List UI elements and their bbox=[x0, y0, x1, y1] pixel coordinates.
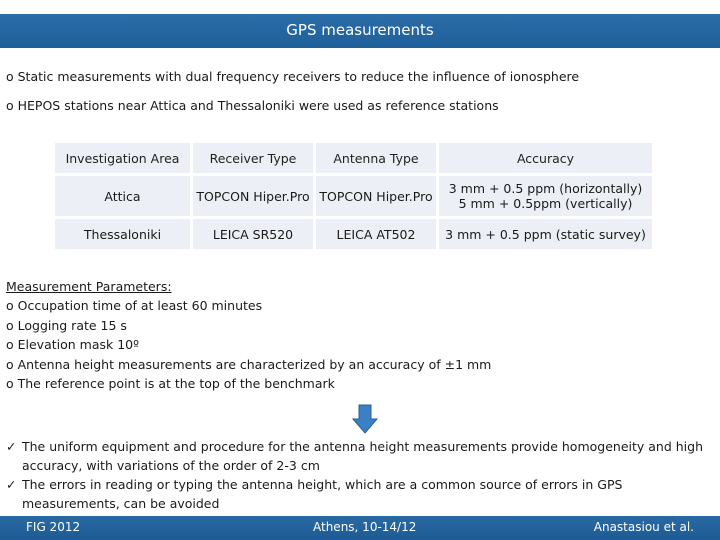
title-bar bbox=[0, 14, 720, 48]
cell-accuracy: 3 mm + 0.5 ppm (static survey) bbox=[439, 219, 652, 249]
header-receiver-type: Receiver Type bbox=[193, 143, 313, 173]
conclusion-item bbox=[6, 437, 712, 475]
check-icon: ✓ bbox=[6, 439, 17, 454]
cell-receiver: TOPCON Hiper.Pro bbox=[193, 176, 313, 216]
footer-event: FIG 2012 bbox=[26, 520, 81, 534]
parameter-item: o Antenna height measurements are characterized by an accuracy of ±1 mm bbox=[6, 356, 492, 372]
conclusion-text: The uniform equipment and procedure for the antenna height measurements provide homogeneity and high accuracy, with variations of the order of 2-3 cm bbox=[22, 439, 704, 473]
down-arrow-icon bbox=[352, 404, 378, 438]
table-row bbox=[55, 219, 652, 249]
gps-equipment-table bbox=[52, 140, 655, 252]
table-row bbox=[55, 176, 652, 216]
bullet-static-measurements: o Static measurements with dual frequency receivers to reduce the influence of ionosphere bbox=[6, 69, 580, 84]
cell-receiver: LEICA SR520 bbox=[193, 219, 313, 249]
measurement-parameters bbox=[6, 277, 491, 393]
parameter-item: o The reference point is at the top of the benchmark bbox=[6, 376, 335, 392]
header-antenna-type: Antenna Type bbox=[316, 143, 436, 173]
cell-antenna: TOPCON Hiper.Pro bbox=[316, 176, 436, 216]
footer-bar bbox=[0, 516, 720, 540]
header-investigation-area: Investigation Area bbox=[55, 143, 190, 173]
accuracy-horizontal: 3 mm + 0.5 ppm (horizontally) bbox=[448, 181, 643, 196]
parameters-title: Measurement Parameters: bbox=[6, 279, 172, 294]
cell-antenna: LEICA AT502 bbox=[316, 219, 436, 249]
bullet-hepos-stations: o HEPOS stations near Attica and Thessaloniki were used as reference stations bbox=[6, 98, 499, 113]
cell-accuracy bbox=[439, 176, 652, 216]
footer-location-date: Athens, 10-14/12 bbox=[313, 520, 417, 534]
conclusion-item bbox=[6, 475, 712, 513]
footer-authors: Anastasiou et al. bbox=[593, 520, 694, 534]
header-accuracy: Accuracy bbox=[439, 143, 652, 173]
parameter-item: o Logging rate 15 s bbox=[6, 317, 127, 333]
cell-area: Thessaloniki bbox=[55, 219, 190, 249]
cell-area: Attica bbox=[55, 176, 190, 216]
check-icon: ✓ bbox=[6, 477, 17, 492]
parameter-item: o Elevation mask 10º bbox=[6, 337, 140, 353]
conclusions bbox=[6, 437, 712, 513]
slide-title: GPS measurements bbox=[286, 21, 434, 39]
parameter-item: o Occupation time of at least 60 minutes bbox=[6, 298, 263, 314]
table-header-row bbox=[55, 143, 652, 173]
accuracy-vertical: 5 mm + 0.5ppm (vertically) bbox=[458, 196, 633, 211]
conclusion-text: The errors in reading or typing the antenna height, which are a common source of errors in GPS measurements, can be avoided bbox=[22, 477, 623, 511]
